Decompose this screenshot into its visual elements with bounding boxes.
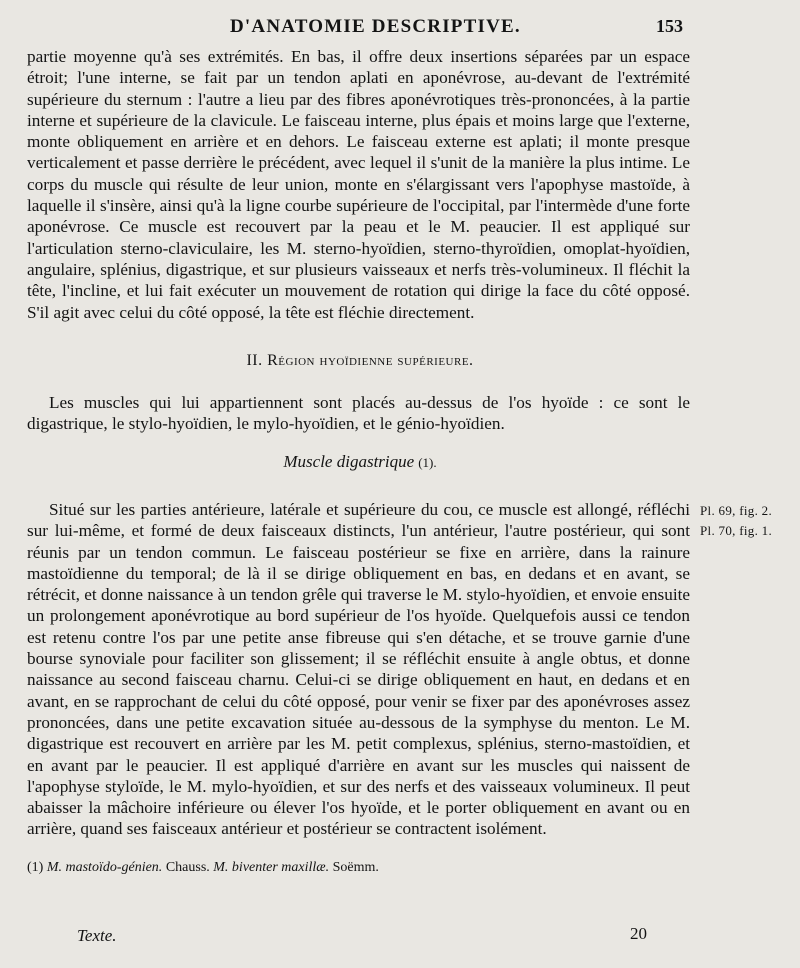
sheet-number: 20 [630, 924, 647, 943]
paragraph-digastrique: Situé sur les parties antérieure, latérale et supérieure du cou, ce muscle est allongé, réfléchi sur lui-même, et formé de deux faisceaux distincts, l'un antérieur, l'autre postérieur, qui sont réunis par un tendon commun. Le faisceau postérieur se fixe en arrière, dans la rainure mastoïdienne du temporal; de là il se dirige obliquement en bas, en dedans et en avant, se rétrécit, et donne naissance à un tendon grêle qui traverse le M. stylo-hyoïdien, et envoie ensuite un prolongement aponévrotique au bord supérieur de l'os hyoïde. Quelquefois aussi ce tendon est retenu contre l'os par une petite anse fibreuse qui s'en détache, et se trouve garnie d'une bourse synoviale pour faciliter son glissement; il se réfléchit ensuite à angle obtus, et donne naissance au second faisceau charnu. Celui-ci se dirige obliquement en haut, en dedans et en avant, en se rapprochant de celui du côté opposé, pour venir se fixer par des aponévroses assez prononcées, dans une petite excavation située au-dessous de la symphyse du menton. Le M. digastrique est recouvert en arrière par les M. petit complexus, splénius, sterno-mastoïdien, et en avant par le peaucier. Il est appliqué d'arrière en avant sur les muscles qui naissent de l'apophyse styloïde, le M. mylo-hyoïdien, et sur des nerfs et des vaisseaux volumineux. Il peut abaisser la mâchoire inférieure ou élever l'os hyoïde, et le porter obliquement en avant ou en arrière, quand ses faisceaux antérieur et postérieur se contractent isolément. [27, 500, 690, 839]
footnote-plain-2: Soëmm. [332, 860, 379, 875]
section-heading [0, 352, 720, 370]
margin-note-plate-69: Pl. 69, fig. 2. [700, 503, 773, 518]
section-label: Région hyoïdienne supérieure. [267, 352, 474, 369]
footnote-marker: (1) [27, 860, 44, 875]
signature-mark: Texte. [77, 926, 117, 945]
page-number: 153 [656, 16, 683, 36]
muscle-subheading [0, 452, 720, 472]
footnote [27, 860, 707, 876]
subheading-footnote-ref: (1). [418, 455, 437, 470]
subheading-label: Muscle digastrique [283, 452, 415, 471]
footnote-italic-1: M. mastoïdo-génien. [46, 860, 163, 875]
running-header [0, 14, 800, 44]
footnote-italic-2: M. biventer maxillæ. [213, 860, 330, 875]
paragraph-region-intro: Les muscles qui lui appartiennent sont placés au-dessus de l'os hyoïde : ce sont le digastrique, le stylo-hyoïdien, le mylo-hyoïdien, et le génio-hyoïdien. [27, 393, 690, 434]
paragraph-sterno-mastoidien: partie moyenne qu'à ses extrémités. En bas, il offre deux insertions séparées par un espace étroit; l'une interne, se fait par un tendon aplati en aponévrose, au-devant de l'extrémité supérieure du sternum : l'autre a lieu par des fibres aponévrotiques très-prononcées, à la partie interne et supérieure de la clavicule. Le faisceau interne, plus épais et moins large que l'externe, monte obliquement en arrière et en dehors. Le faisceau externe est aplati; il monte presque verticalement et passe derrière le précédent, avec lequel il s'unit de la manière la plus intime. Le corps du muscle qui résulte de leur union, monte en s'élargissant vers l'apophyse mastoïde, à laquelle il s'insère, ainsi qu'à la ligne courbe supérieure de l'occipital, par l'intermède d'une forte aponévrose. Ce muscle est recouvert par la peau et le M. peaucier. Il est appliqué sur l'articulation sterno-claviculaire, les M. sterno-hyoïdien, sterno-thyroïdien, omoplat-hyoïdien, angulaire, splénius, digastrique, et sur plusieurs vaisseaux et nerfs très-volumineux. Il fléchit la tête, l'incline, et lui fait exécuter un mouvement de rotation qui dirige la face du côté opposé. S'il agit avec celui du côté opposé, la tête est fléchie directement. [27, 47, 690, 322]
footnote-plain-1: Chauss. [165, 860, 210, 875]
running-title: D'ANATOMIE DESCRIPTIVE. [230, 16, 521, 37]
section-number: II. [246, 352, 263, 369]
margin-note-plate-70: Pl. 70, fig. 1. [700, 523, 773, 538]
